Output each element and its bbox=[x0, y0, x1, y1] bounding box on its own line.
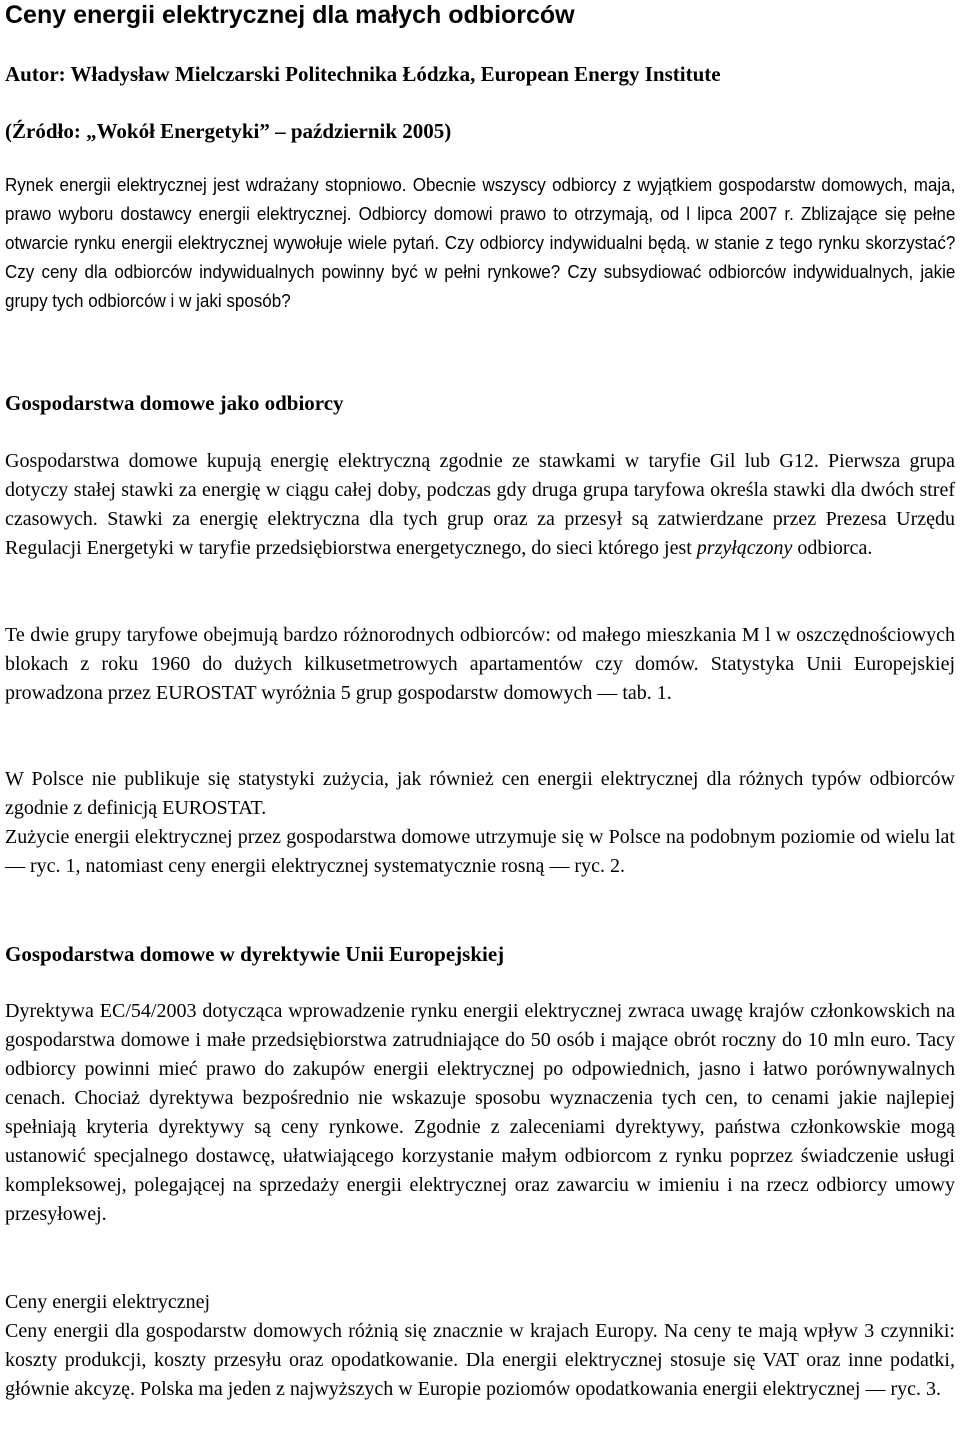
paragraph-statistics: W Polsce nie publikuje się statystyki zużycia, jak również cen energii elektrycznej dla różnych typów odbiorców zgodnie z definicją EUROSTAT. bbox=[5, 768, 955, 819]
section-heading-households: Gospodarstwa domowe jako odbiorcy bbox=[5, 391, 344, 415]
document-title: Ceny energii elektrycznej dla małych odbiorców bbox=[5, 1, 575, 29]
paragraph-tariffs-end: odbiorca. bbox=[792, 537, 873, 559]
author-line: Autor: Władysław Mielczarski Politechnika Łódzka, European Energy Institute bbox=[5, 62, 721, 86]
paragraph-prices: Ceny energii dla gospodarstw domowych różnią się znacznie w krajach Europy. Na ceny te mają wpływ 3 czynniki: koszty produkcji, koszty przesyłu oraz opodatkowanie. Dla energii elektrycznej stosuje się VAT oraz inne podatki, głównie akcyzę. Polska ma jeden z najwyższych w Europie poziomów opodatkowania energii elektrycznej — ryc. 3. bbox=[5, 1320, 955, 1400]
paragraph-tariff-groups: Te dwie grupy taryfowe obejmują bardzo różnorodnych odbiorców: od małego mieszkania M l w oszczędnościowych blokach z roku 1960 do dużych kilkusetmetrowych apartamentów czy domów. Statystyka Unii Europejskiej prowadzona przez EUROSTAT wyróżnia 5 grup gospodarstw domowych — tab. 1. bbox=[5, 624, 955, 704]
paragraph-tariffs-italic: przyłączony bbox=[696, 537, 793, 559]
paragraph-tariffs-text: Gospodarstwa domowe kupują energię elektryczną zgodnie ze stawkami w taryfie Gil lub G12. Pierwsza grupa dotyczy stałej stawki za energię w ciągu całej doby, podczas gdy druga grupa taryfowa określa stawki dla dwóch stref czasowych. Stawki za energię elektryczna dla tych grup oraz za przesył są zatwierdzane przez Prezesa Urzędu Regulacji Energetyki w taryfie przedsiębiorstwa energetycznego, do sieci którego jest bbox=[5, 450, 955, 559]
source-line: (Źródło: „Wokół Energetyki” – październik 2005) bbox=[5, 119, 452, 143]
section-heading-directive: Gospodarstwa domowe w dyrektywie Unii Europejskiej bbox=[5, 942, 505, 966]
intro-paragraph: Rynek energii elektrycznej jest wdrażany stopniowo. Obecnie wszyscy odbiorcy z wyjątkiem gospodarstw domowych, maja, prawo wyboru dostawcy energii elektrycznej. Odbiorcy domowi prawo to otrzymają, od l lipca 2007 r. Zblizające się pełne otwarcie rynku energii elektrycznej wywołuje wiele pytań. Czy odbiorcy indywidualni będą. w stanie z tego rynku skorzystać? Czy ceny dla odbiorców indywidualnych powinny być w pełni rynkowe? Czy subsydiować odbiorców indywidualnych, jakie grupy tych odbiorców i w jaki sposób? bbox=[5, 174, 956, 311]
section-heading-prices: Ceny energii elektrycznej bbox=[5, 1291, 211, 1313]
paragraph-consumption: Zużycie energii elektrycznej przez gospodarstwa domowe utrzymuje się w Polsce na podobnym poziomie od wielu lat — ryc. 1, natomiast ceny energii elektrycznej systematycznie rosną — ryc. 2. bbox=[5, 826, 955, 877]
paragraph-tariffs bbox=[5, 447, 955, 563]
paragraph-directive: Dyrektywa EC/54/2003 dotycząca wprowadzenie rynku energii elektrycznej zwraca uwagę krajów członkowskich na gospodarstwa domowe i małe przedsiębiorstwa zatrudniające do 50 osób i mające obrót roczny do 10 mln euro. Tacy odbiorcy powinni mieć prawo do zakupów energii elektrycznej po odpowiednich, jasno i łatwo porównywalnych cenach. Chociaż dyrektywa bezpośrednio nie wskazuje sposobu wyznaczenia tych cen, to cenami jakie najlepiej spełniają kryteria dyrektywy są ceny rynkowe. Zgodnie z zaleceniami dyrektywy, państwa członkowskie mogą ustanowić specjalnego dostawcę, ułatwiającego korzystanie małym odbiorcom z rynku poprzez świadczenie usługi kompleksowej, polegającej na sprzedaży energii elektrycznej oraz zawarciu w imieniu i na rzecz odbiorcy umowy przesyłowej. bbox=[5, 1000, 955, 1225]
